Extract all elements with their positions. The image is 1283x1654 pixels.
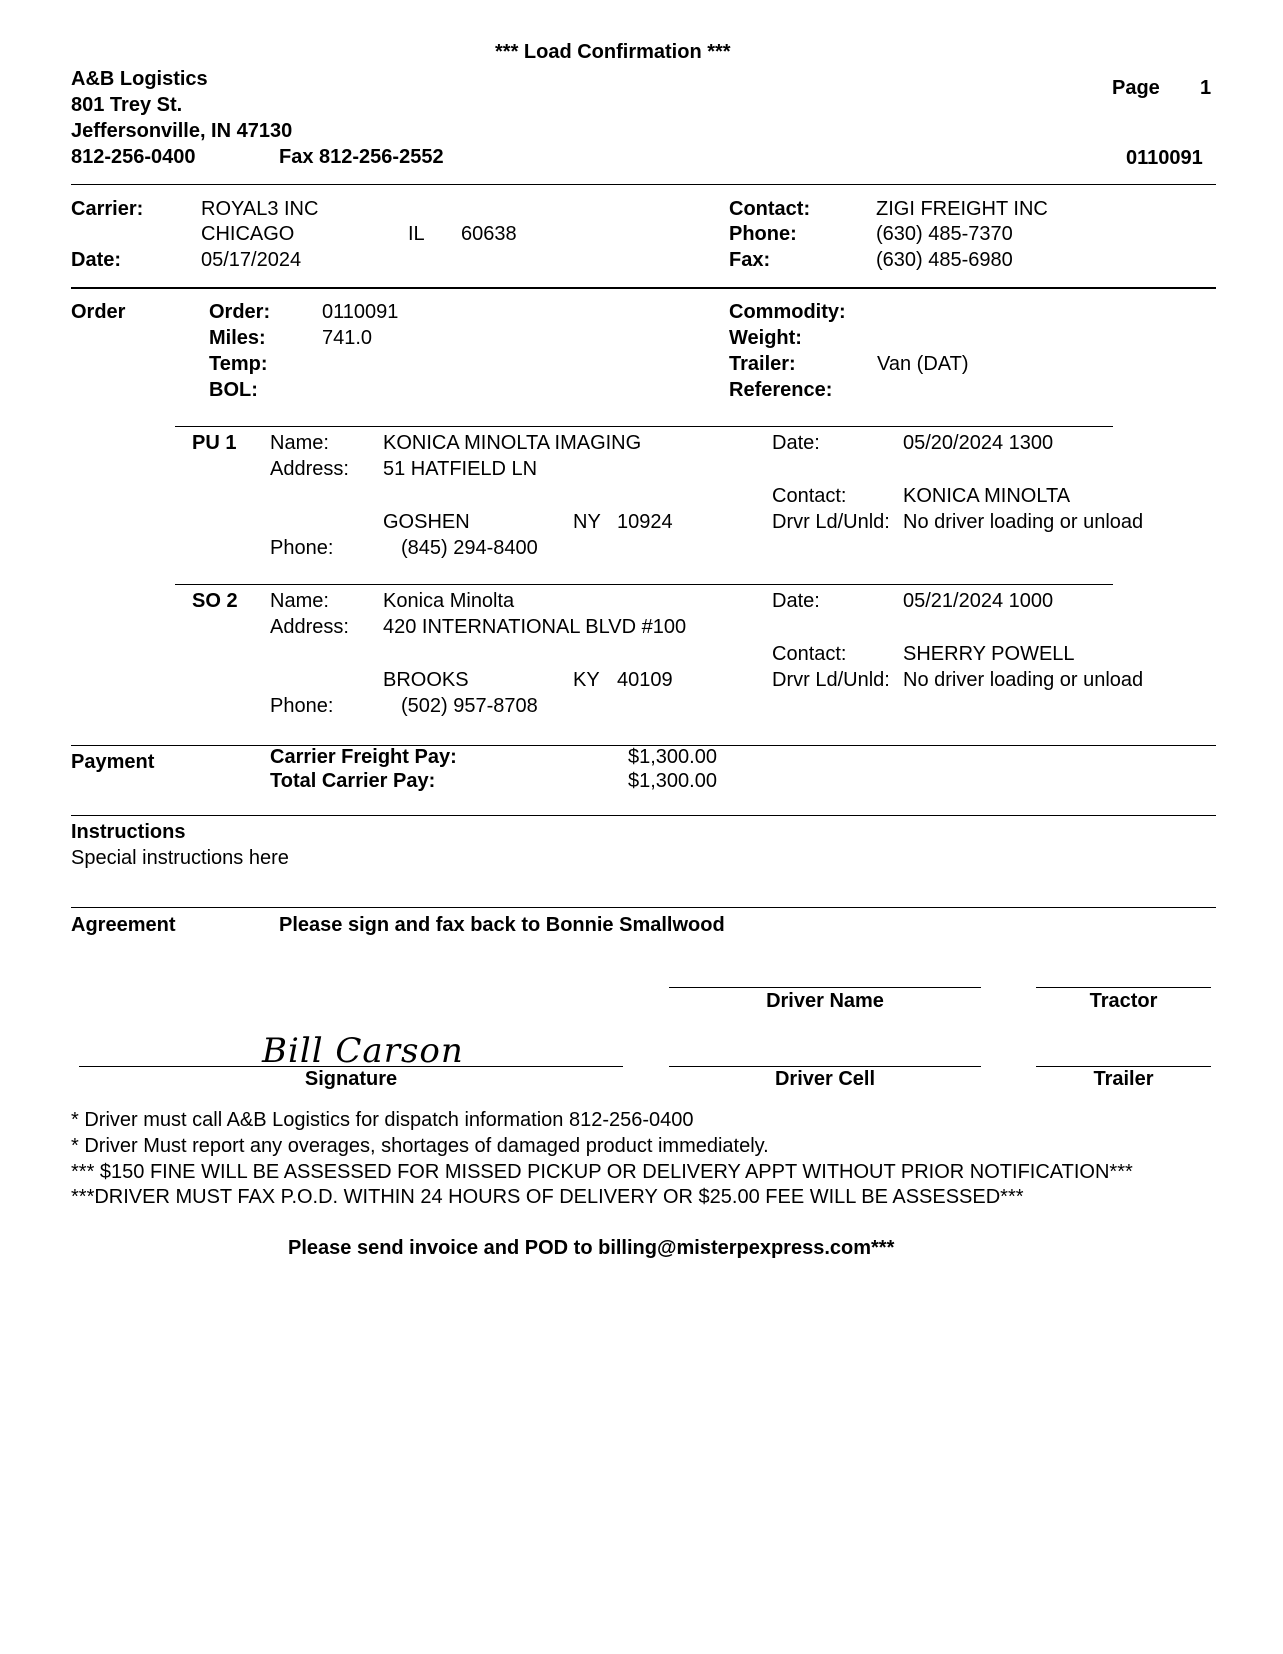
carrier-freight-pay-label: Carrier Freight Pay: bbox=[270, 746, 457, 768]
stop-address: 51 HATFIELD LN bbox=[383, 458, 538, 480]
driver-name-label: Driver Name bbox=[766, 990, 884, 1012]
stop-phone-label: Phone: bbox=[270, 537, 334, 559]
stop-name-label: Name: bbox=[270, 432, 329, 454]
stop-divider-2 bbox=[175, 584, 1113, 585]
stop-driver-value: No driver loading or unload bbox=[903, 511, 1144, 533]
carrier-city: CHICAGO bbox=[201, 223, 295, 245]
agreement-section-label: Agreement bbox=[71, 914, 176, 936]
date-label: Date: bbox=[71, 249, 122, 271]
company-name: A&B Logistics bbox=[71, 68, 208, 90]
phone-value: (630) 485-7370 bbox=[876, 223, 1013, 245]
stop-code: PU 1 bbox=[192, 432, 237, 454]
trailer-sign-label: Trailer bbox=[1093, 1068, 1154, 1090]
order-section-label: Order bbox=[71, 301, 126, 323]
carrier-zip: 60638 bbox=[461, 223, 517, 245]
date-value: 05/17/2024 bbox=[201, 249, 302, 271]
payment-section-label: Payment bbox=[71, 751, 155, 773]
order-label: Order: bbox=[209, 301, 271, 323]
stop-contact-label: Contact: bbox=[772, 643, 847, 665]
stop-name-label: Name: bbox=[270, 590, 329, 612]
miles-value: 741.0 bbox=[322, 327, 373, 349]
note-line: * Driver must call A&B Logistics for dispatch information 812-256-0400 bbox=[71, 1109, 694, 1131]
footer-billing: Please send invoice and POD to billing@misterpexpress.com*** bbox=[288, 1237, 895, 1259]
weight-label: Weight: bbox=[729, 327, 802, 349]
stop-city: GOSHEN bbox=[383, 511, 470, 533]
stop-contact: SHERRY POWELL bbox=[903, 643, 1075, 665]
stop-state: KY bbox=[573, 669, 600, 691]
trailer-value: Van (DAT) bbox=[877, 353, 969, 375]
stop-name: KONICA MINOLTA IMAGING bbox=[383, 432, 642, 454]
bol-label: BOL: bbox=[209, 379, 258, 401]
stop-address-label: Address: bbox=[270, 616, 349, 638]
stop-date: 05/20/2024 1300 bbox=[903, 432, 1054, 454]
stop-date-label: Date: bbox=[772, 432, 820, 454]
stop-zip: 10924 bbox=[617, 511, 673, 533]
carrier-state: IL bbox=[408, 223, 425, 245]
note-line: ***DRIVER MUST FAX P.O.D. WITHIN 24 HOURS OF DELIVERY OR $25.00 FEE WILL BE ASSESSED*** bbox=[71, 1186, 1024, 1208]
miles-label: Miles: bbox=[209, 327, 266, 349]
instructions-text: Special instructions here bbox=[71, 847, 289, 869]
fax-value: (630) 485-6980 bbox=[876, 249, 1013, 271]
stop-contact-label: Contact: bbox=[772, 485, 847, 507]
stop-driver-value: No driver loading or unload bbox=[903, 669, 1144, 691]
trailer-label: Trailer: bbox=[729, 353, 796, 375]
instructions-section-label: Instructions bbox=[71, 821, 186, 843]
stop-phone: (502) 957-8708 bbox=[401, 695, 538, 717]
carrier-freight-pay-value: $1,300.00 bbox=[628, 746, 717, 768]
commodity-label: Commodity: bbox=[729, 301, 846, 323]
stop-address: 420 INTERNATIONAL BLVD #100 bbox=[383, 616, 687, 638]
company-phone: 812-256-0400 bbox=[71, 146, 196, 168]
stop-divider-1 bbox=[175, 426, 1113, 427]
contact-label: Contact: bbox=[729, 198, 811, 220]
agreement-text: Please sign and fax back to Bonnie Smallwood bbox=[279, 914, 725, 936]
signature-script: Bill Carson bbox=[262, 1031, 464, 1071]
company-street: 801 Trey St. bbox=[71, 94, 183, 116]
carrier-name: ROYAL3 INC bbox=[201, 198, 319, 220]
stop-state: NY bbox=[573, 511, 601, 533]
temp-label: Temp: bbox=[209, 353, 268, 375]
header-divider bbox=[71, 184, 1216, 185]
carrier-divider bbox=[71, 287, 1216, 289]
stop-contact: KONICA MINOLTA bbox=[903, 485, 1071, 507]
total-carrier-pay-value: $1,300.00 bbox=[628, 770, 717, 792]
driver-name-line bbox=[669, 987, 981, 988]
stop-address-label: Address: bbox=[270, 458, 349, 480]
page-number: 1 bbox=[1200, 77, 1212, 99]
reference-label: Reference: bbox=[729, 379, 833, 401]
stop-name: Konica Minolta bbox=[383, 590, 515, 612]
stop-code: SO 2 bbox=[192, 590, 238, 612]
driver-cell-label: Driver Cell bbox=[774, 1068, 876, 1090]
page-label: Page bbox=[1112, 77, 1160, 99]
document-title: *** Load Confirmation *** bbox=[495, 41, 731, 63]
tractor-line bbox=[1036, 987, 1211, 988]
stop-date-label: Date: bbox=[772, 590, 820, 612]
order-value: 0110091 bbox=[322, 301, 399, 323]
signature-label: Signature bbox=[304, 1068, 398, 1090]
note-line: *** $150 FINE WILL BE ASSESSED FOR MISSED PICKUP OR DELIVERY APPT WITHOUT PRIOR NOTIFICATION*** bbox=[71, 1161, 1133, 1183]
agreement-divider bbox=[71, 907, 1216, 908]
tractor-label: Tractor bbox=[1089, 990, 1158, 1012]
contact-value: ZIGI FREIGHT INC bbox=[876, 198, 1048, 220]
load-number: 0110091 bbox=[1126, 147, 1203, 169]
stop-driver-label: Drvr Ld/Unld: bbox=[772, 669, 890, 691]
company-city-state-zip: Jeffersonville, IN 47130 bbox=[71, 120, 293, 142]
stop-phone-label: Phone: bbox=[270, 695, 334, 717]
phone-label: Phone: bbox=[729, 223, 797, 245]
stop-driver-label: Drvr Ld/Unld: bbox=[772, 511, 890, 533]
instructions-divider bbox=[71, 815, 1216, 816]
stop-date: 05/21/2024 1000 bbox=[903, 590, 1054, 612]
total-carrier-pay-label: Total Carrier Pay: bbox=[270, 770, 436, 792]
stop-phone: (845) 294-8400 bbox=[401, 537, 538, 559]
company-fax: Fax 812-256-2552 bbox=[279, 146, 444, 168]
note-line: * Driver Must report any overages, shortages of damaged product immediately. bbox=[71, 1135, 769, 1157]
stop-city: BROOKS bbox=[383, 669, 469, 691]
stop-zip: 40109 bbox=[617, 669, 673, 691]
carrier-label: Carrier: bbox=[71, 198, 144, 220]
fax-label: Fax: bbox=[729, 249, 771, 271]
